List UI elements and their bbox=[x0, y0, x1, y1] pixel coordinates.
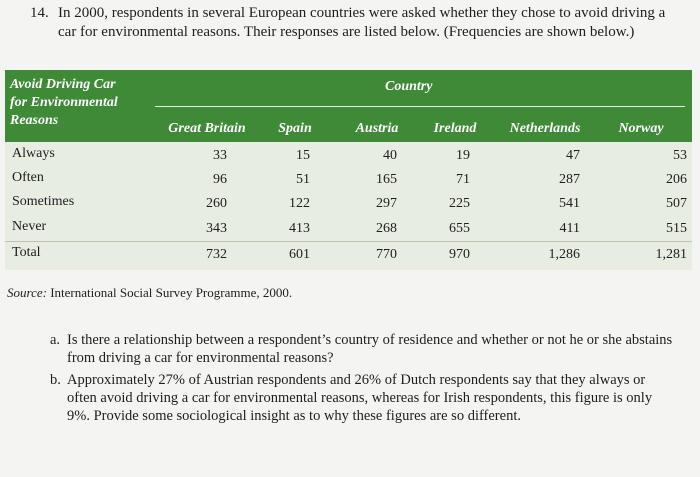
country-spanner-heading: Country bbox=[385, 79, 433, 94]
column-heading: Ireland bbox=[433, 121, 477, 136]
subquestion-text: Is there a relationship between a respondent’s country of residence and whether or not he or she abstains from driving a car for environmental reasons? bbox=[67, 332, 673, 366]
table-cell: 541 bbox=[559, 196, 580, 211]
table-cell: 165 bbox=[376, 172, 397, 187]
table-row bbox=[5, 143, 692, 167]
table-cell: 40 bbox=[383, 148, 397, 163]
table-cell: 601 bbox=[289, 247, 310, 262]
table-cell: 1,286 bbox=[548, 247, 580, 262]
source-label: Source: bbox=[7, 285, 47, 300]
stub-heading-line: Avoid Driving Car bbox=[10, 77, 116, 92]
table-cell: 15 bbox=[296, 148, 310, 163]
table-cell: 515 bbox=[666, 221, 687, 236]
table-cell: 225 bbox=[449, 196, 470, 211]
table-cell: 268 bbox=[376, 221, 397, 236]
table-cell: 411 bbox=[559, 221, 580, 236]
table-header bbox=[5, 70, 692, 142]
row-label: Often bbox=[12, 170, 44, 185]
row-label: Sometimes bbox=[12, 194, 75, 209]
table-cell: 1,281 bbox=[655, 247, 687, 262]
row-label: Never bbox=[12, 219, 47, 234]
row-label: Always bbox=[12, 146, 55, 161]
column-heading: Austria bbox=[355, 121, 399, 136]
table-row bbox=[5, 241, 692, 266]
spanner-rule bbox=[155, 106, 685, 107]
table-cell: 507 bbox=[666, 196, 687, 211]
column-heading: Spain bbox=[278, 121, 312, 136]
column-heading: Netherlands bbox=[509, 121, 581, 136]
frequency-table bbox=[5, 70, 692, 270]
table-cell: 51 bbox=[296, 172, 310, 187]
table-cell: 732 bbox=[206, 247, 227, 262]
table-cell: 19 bbox=[456, 148, 470, 163]
table-cell: 47 bbox=[566, 148, 580, 163]
table-cell: 287 bbox=[559, 172, 580, 187]
subquestion-letter: a. bbox=[50, 332, 61, 348]
source-text: International Social Survey Programme, 2000. bbox=[50, 285, 293, 300]
source-note bbox=[7, 285, 292, 301]
table-cell: 206 bbox=[666, 172, 687, 187]
subquestion-text: Approximately 27% of Austrian respondents and 26% of Dutch respondents say that they always or often avoid driving a car for environmental reasons, whereas for Irish respondents, this figure is only 9%. Provide some sociological insight as to why these figures are so different. bbox=[67, 372, 653, 424]
table-cell: 297 bbox=[376, 196, 397, 211]
subquestion-a bbox=[50, 331, 675, 367]
question-number: 14. bbox=[30, 5, 49, 21]
table-cell: 71 bbox=[456, 172, 470, 187]
table-cell: 655 bbox=[449, 221, 470, 236]
subquestion-letter: b. bbox=[50, 372, 61, 388]
row-label: Total bbox=[12, 245, 41, 260]
table-cell: 260 bbox=[206, 196, 227, 211]
table-cell: 970 bbox=[449, 247, 470, 262]
column-heading: Norway bbox=[618, 121, 664, 136]
question-text: In 2000, respondents in several European countries were asked whether they chose to avoid driving a car for environmental reasons. Their responses are listed below. (Frequencies are shown below.) bbox=[58, 5, 666, 40]
table-cell: 53 bbox=[673, 148, 687, 163]
table-cell: 343 bbox=[206, 221, 227, 236]
table-cell: 122 bbox=[289, 196, 310, 211]
stub-heading bbox=[10, 76, 155, 130]
table-cell: 770 bbox=[376, 247, 397, 262]
table-row bbox=[5, 167, 692, 191]
subquestion-b bbox=[50, 371, 675, 425]
stub-heading-line: Reasons bbox=[10, 113, 59, 128]
table-row bbox=[5, 191, 692, 215]
table-cell: 96 bbox=[213, 172, 227, 187]
table-cell: 33 bbox=[213, 148, 227, 163]
question-14 bbox=[30, 4, 685, 42]
column-heading: Great Britain bbox=[168, 121, 246, 136]
table-cell: 413 bbox=[289, 221, 310, 236]
stub-heading-line: for Environmental bbox=[10, 95, 118, 110]
table-row bbox=[5, 216, 692, 240]
